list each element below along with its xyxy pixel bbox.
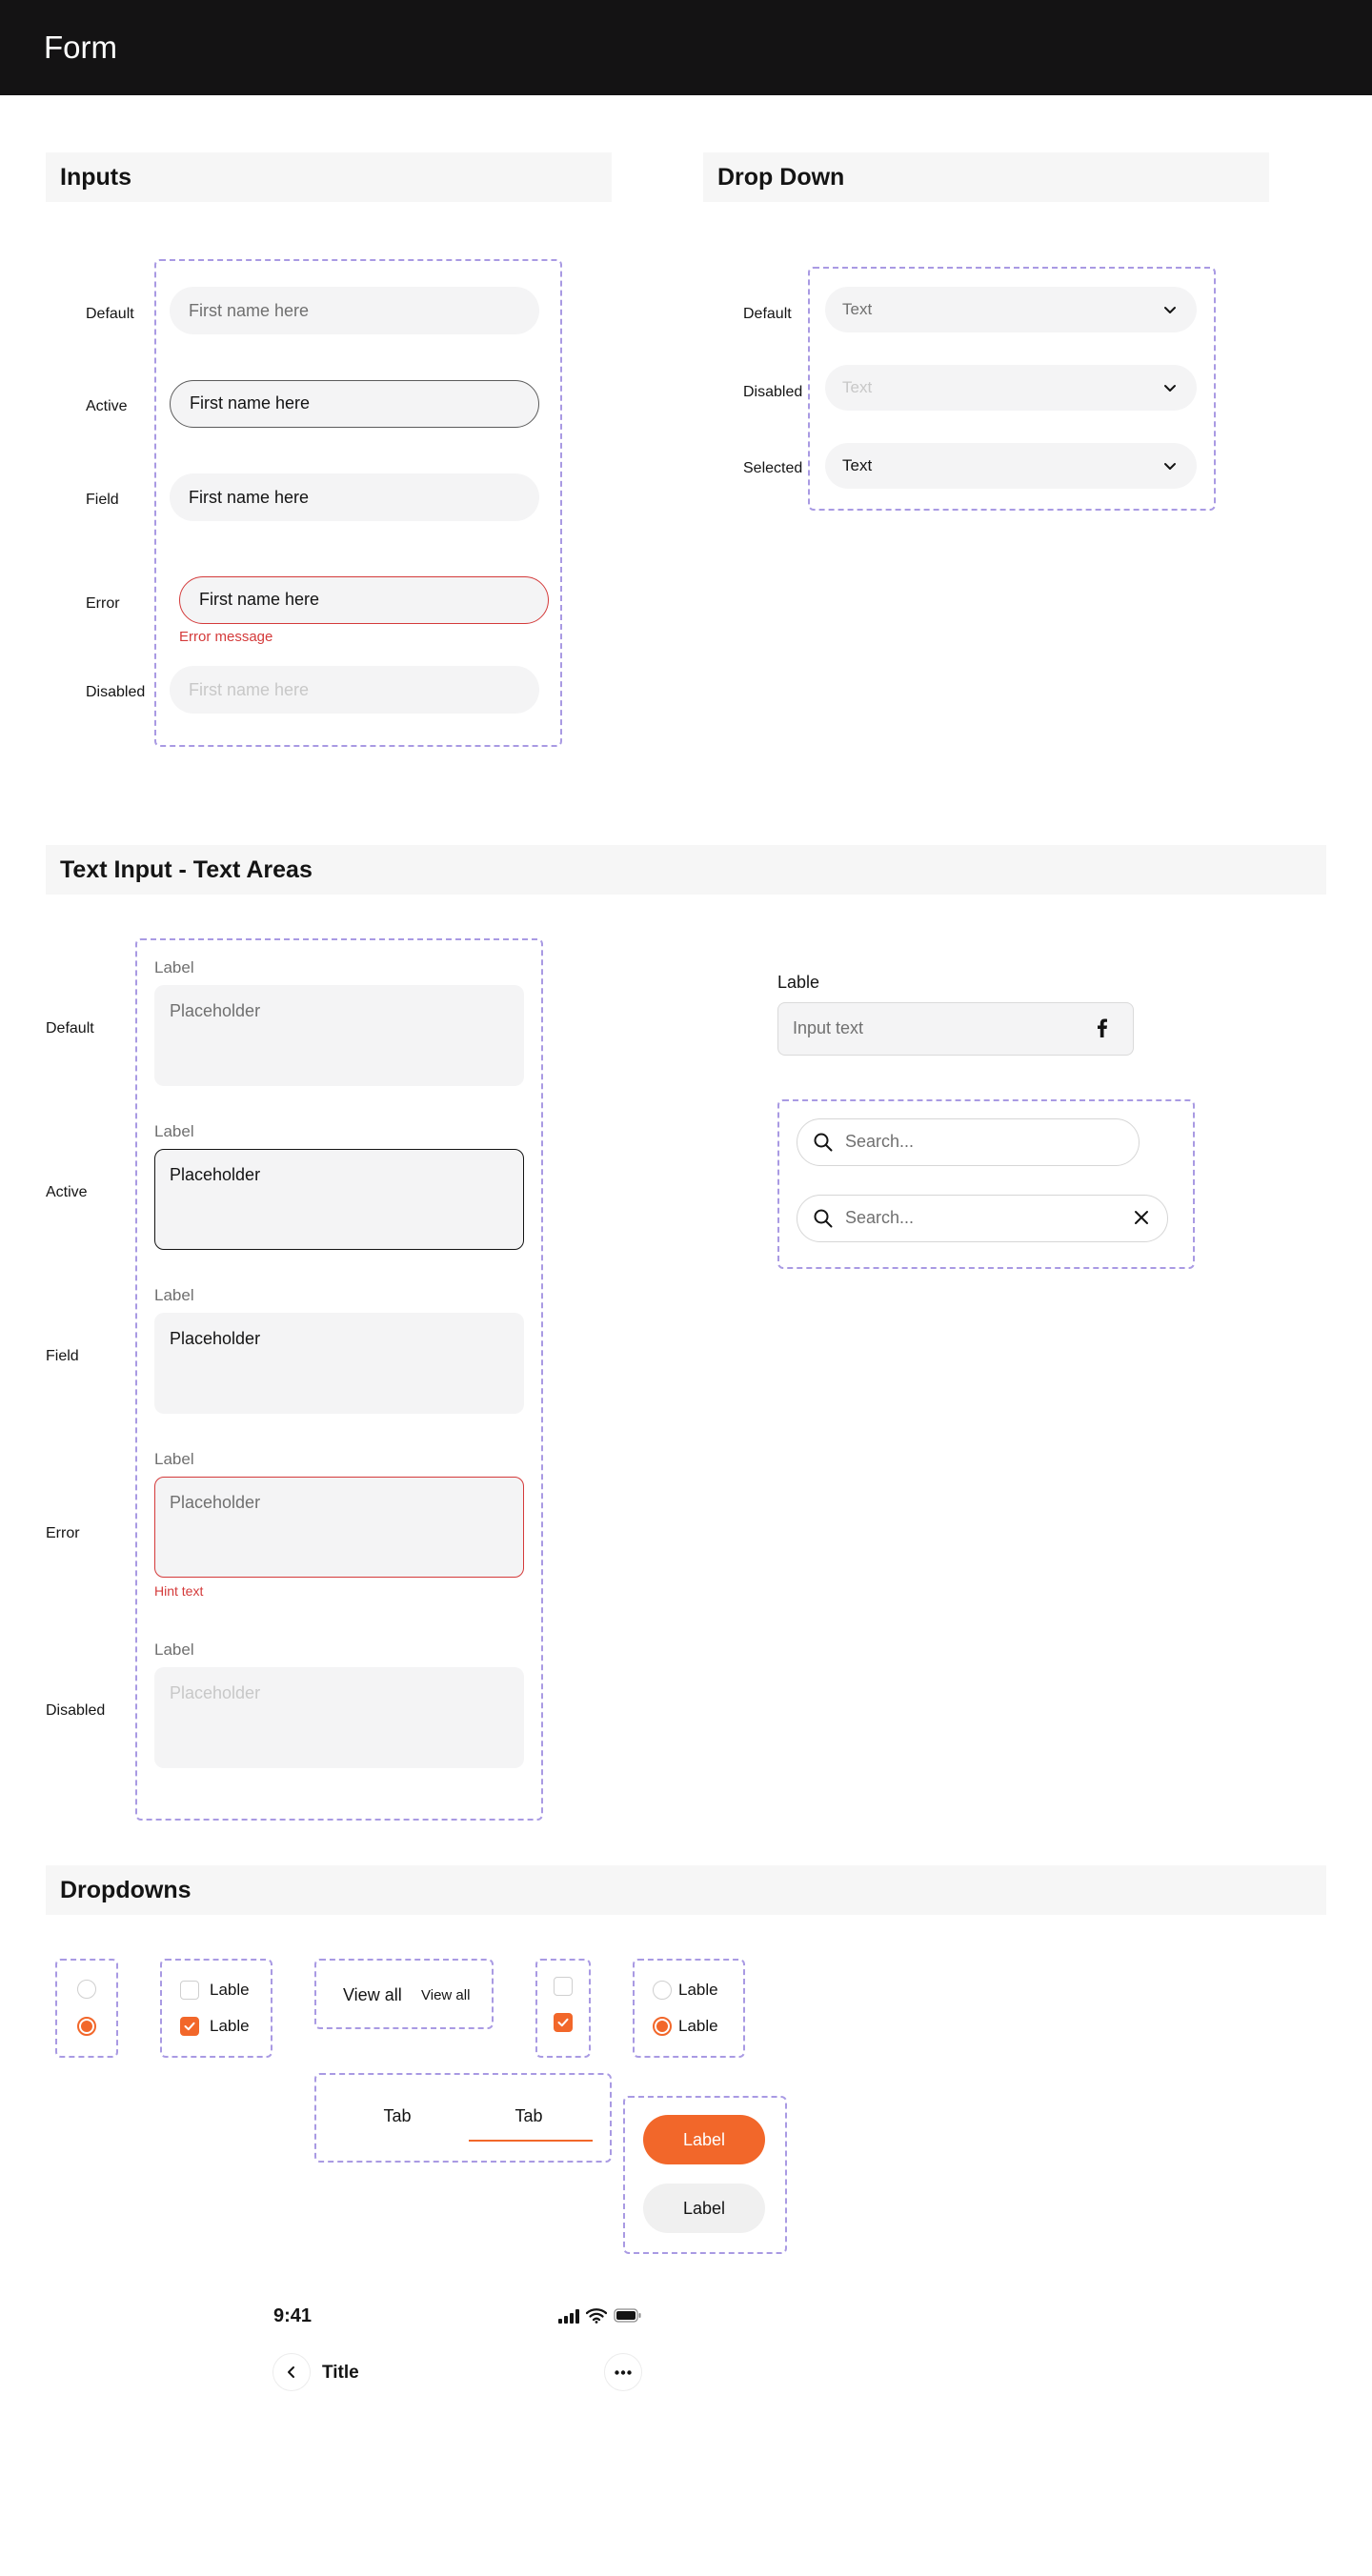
dropdown-default[interactable] [825,287,1197,332]
inputs-section-header [46,152,612,202]
search-placeholder: Search... [845,1132,915,1151]
checkbox-frame [535,1959,591,2058]
hint-text: Hint text [154,1583,204,1599]
dropdown-row-label-selected: Selected [743,460,803,476]
textarea-error[interactable]: Placeholder [154,1477,524,1578]
dropdown-disabled [825,365,1197,411]
input-row-label-active: Active [86,398,128,414]
dropdown-row-label-disabled: Disabled [743,384,803,400]
error-message: Error message [179,629,273,645]
tab-active[interactable]: Tab [514,2106,543,2125]
radio-label-frame [633,1959,745,2058]
chevron-down-icon [1162,458,1178,473]
social-input[interactable] [777,1002,1134,1056]
textarea-label: Label [154,958,194,976]
radio-unselected[interactable] [653,1981,672,2000]
dropdown-disabled-value: Text [842,378,873,396]
textarea-row-label-default: Default [46,1020,94,1036]
search-input-with-clear[interactable] [797,1195,1168,1242]
textarea-label: Label [154,1122,194,1140]
radio-unselected[interactable] [77,1980,96,1999]
checkbox-label-frame [160,1959,272,2058]
top-bar [0,0,1372,95]
battery-icon [614,2308,642,2323]
first-name-input-disabled: First name here [170,666,539,714]
textarea-section-title: Text Input - Text Areas [60,856,313,883]
view-all-link-small[interactable]: View all [421,1987,471,2003]
view-all-link-large[interactable]: View all [343,1985,402,2004]
tab-inactive[interactable]: Tab [383,2106,412,2125]
cellular-signal-icon [558,2308,583,2324]
chevron-left-icon [284,2365,299,2380]
search-input[interactable] [797,1118,1140,1166]
dropdown-default-value: Text [842,300,873,318]
textarea-label: Label [154,1286,194,1304]
wifi-icon [586,2307,607,2324]
inputs-section-title: Inputs [60,164,131,191]
textarea-row-label-active: Active [46,1184,88,1200]
checkmark-icon [183,2020,196,2033]
primary-button[interactable]: Label [643,2115,765,2164]
textarea-row-label-field: Field [46,1348,79,1364]
dropdown-selected-value: Text [842,456,873,474]
more-horizontal-icon [615,2370,632,2375]
chevron-down-icon [1162,302,1178,317]
chevron-down-icon [1162,380,1178,395]
back-button[interactable] [272,2353,311,2391]
radio-frame [55,1959,118,2058]
social-input-placeholder: Input text [793,1018,864,1037]
radio-label: Lable [678,2017,718,2035]
textarea-label: Label [154,1640,194,1659]
page-title: Form [44,30,117,65]
textarea-active[interactable]: Placeholder [154,1149,524,1250]
first-name-input-error[interactable]: First name here [179,576,549,624]
first-name-input-active[interactable]: First name here [170,380,539,428]
more-button[interactable] [604,2353,642,2391]
textarea-row-label-error: Error [46,1525,80,1541]
input-row-label-field: Field [86,492,119,508]
checkbox-checked[interactable] [180,2017,199,2036]
facebook-icon [1091,1016,1114,1039]
radio-label: Lable [678,1981,718,1999]
checkbox-unchecked[interactable] [180,1981,199,2000]
controls-section-header [46,1865,1326,1915]
checkbox-checked[interactable] [554,2013,573,2032]
radio-selected[interactable] [77,2017,96,2036]
checkmark-icon [556,2016,570,2029]
input-row-label-disabled: Disabled [86,684,146,700]
textarea-default[interactable]: Placeholder [154,985,524,1086]
textarea-section-header [46,845,1326,895]
dropdown-selected[interactable] [825,443,1197,489]
checkbox-label: Lable [210,2017,250,2035]
close-icon[interactable] [1133,1209,1150,1226]
first-name-input-default[interactable]: First name here [170,287,539,334]
textarea-disabled: Placeholder [154,1667,524,1768]
social-input-label: Lable [777,973,820,992]
dropdown-section-header [703,152,1269,202]
textarea-row-label-disabled: Disabled [46,1702,106,1719]
textarea-label: Label [154,1450,194,1468]
dropdown-row-label-default: Default [743,306,792,322]
status-time: 9:41 [273,2305,313,2326]
search-placeholder: Search... [845,1208,915,1227]
secondary-button[interactable]: Label [643,2184,765,2233]
dropdown-section-title: Drop Down [717,164,845,191]
nav-title: Title [322,2363,359,2383]
checkbox-unchecked[interactable] [554,1977,573,1996]
first-name-input-filled[interactable]: First name here [170,473,539,521]
checkbox-label: Lable [210,1981,250,1999]
radio-selected[interactable] [653,2017,672,2036]
controls-section-title: Dropdowns [60,1877,192,1903]
input-row-label-error: Error [86,595,120,612]
search-icon [813,1132,834,1153]
tab-active-indicator [469,2140,593,2142]
input-row-label-default: Default [86,306,134,322]
search-icon [813,1208,834,1229]
textarea-filled[interactable]: Placeholder [154,1313,524,1414]
